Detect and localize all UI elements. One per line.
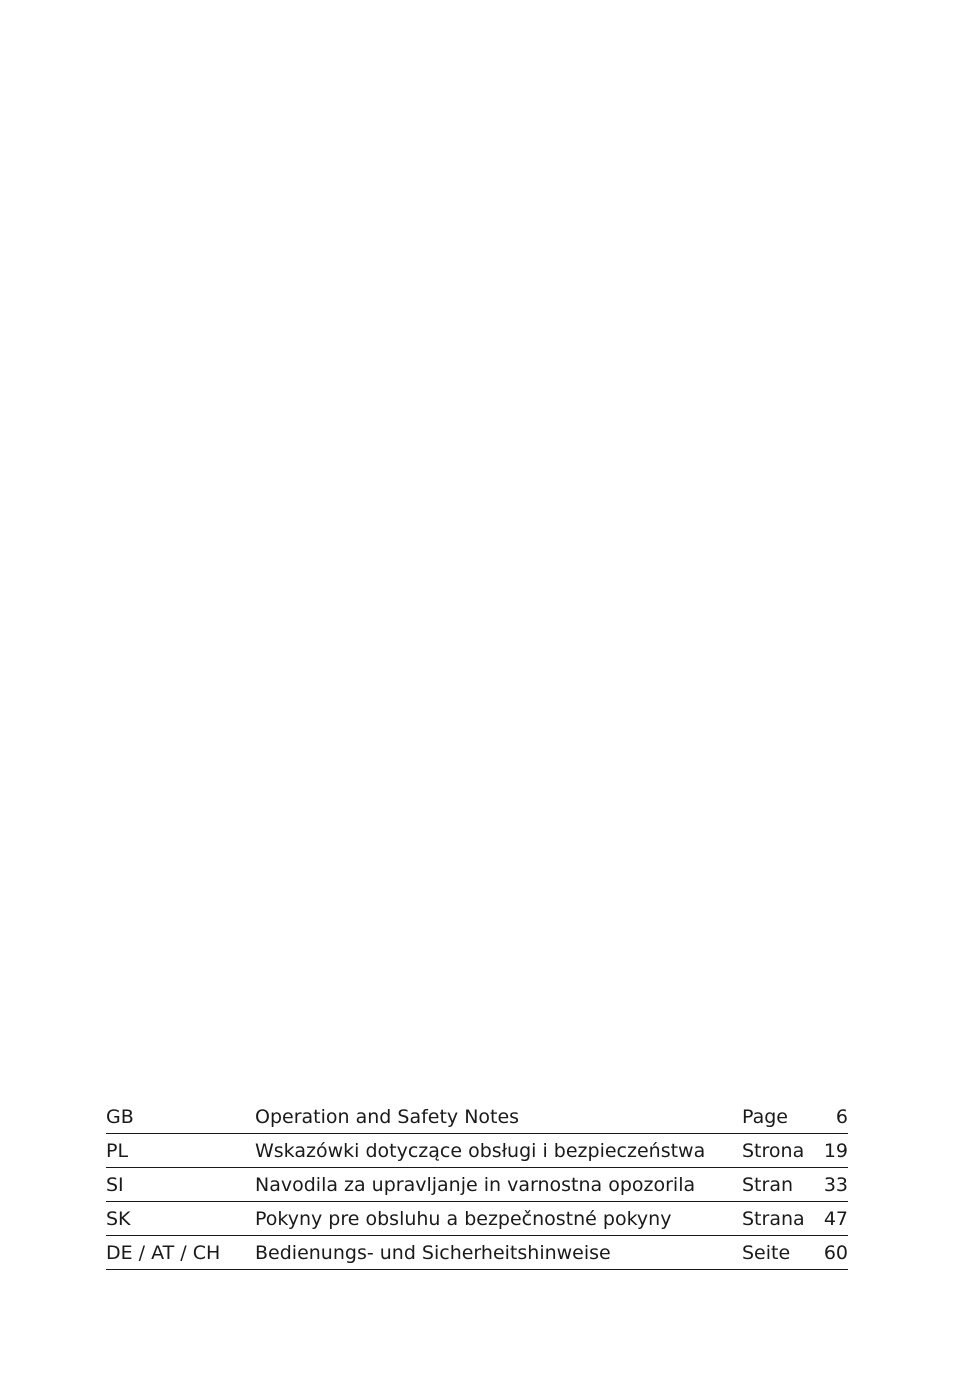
page-number: 33 — [810, 1168, 848, 1202]
section-title: Operation and Safety Notes — [255, 1100, 742, 1134]
section-title: Wskazówki dotyczące obsługi i bezpieczeństwa — [255, 1134, 742, 1168]
page-number: 6 — [810, 1100, 848, 1134]
toc-row-de-at-ch[interactable] — [106, 1236, 848, 1270]
page-label: Page — [742, 1100, 810, 1134]
page-label: Strana — [742, 1202, 810, 1236]
section-title: Bedienungs- und Sicherheitshinweise — [255, 1236, 742, 1270]
toc-row-pl[interactable] — [106, 1134, 848, 1168]
page-label: Strona — [742, 1134, 810, 1168]
language-code: GB — [106, 1100, 255, 1134]
section-title: Navodila za upravljanje in varnostna opozorila — [255, 1168, 742, 1202]
language-code: SI — [106, 1168, 255, 1202]
toc-row-si[interactable] — [106, 1168, 848, 1202]
page-label: Stran — [742, 1168, 810, 1202]
language-index-table — [106, 1100, 848, 1270]
language-code: SK — [106, 1202, 255, 1236]
toc-row-sk[interactable] — [106, 1202, 848, 1236]
page-number: 47 — [810, 1202, 848, 1236]
language-code: DE / AT / CH — [106, 1236, 255, 1270]
page-label: Seite — [742, 1236, 810, 1270]
language-code: PL — [106, 1134, 255, 1168]
toc-row-gb[interactable] — [106, 1100, 848, 1134]
page-number: 19 — [810, 1134, 848, 1168]
page-number: 60 — [810, 1236, 848, 1270]
section-title: Pokyny pre obsluhu a bezpečnostné pokyny — [255, 1202, 742, 1236]
